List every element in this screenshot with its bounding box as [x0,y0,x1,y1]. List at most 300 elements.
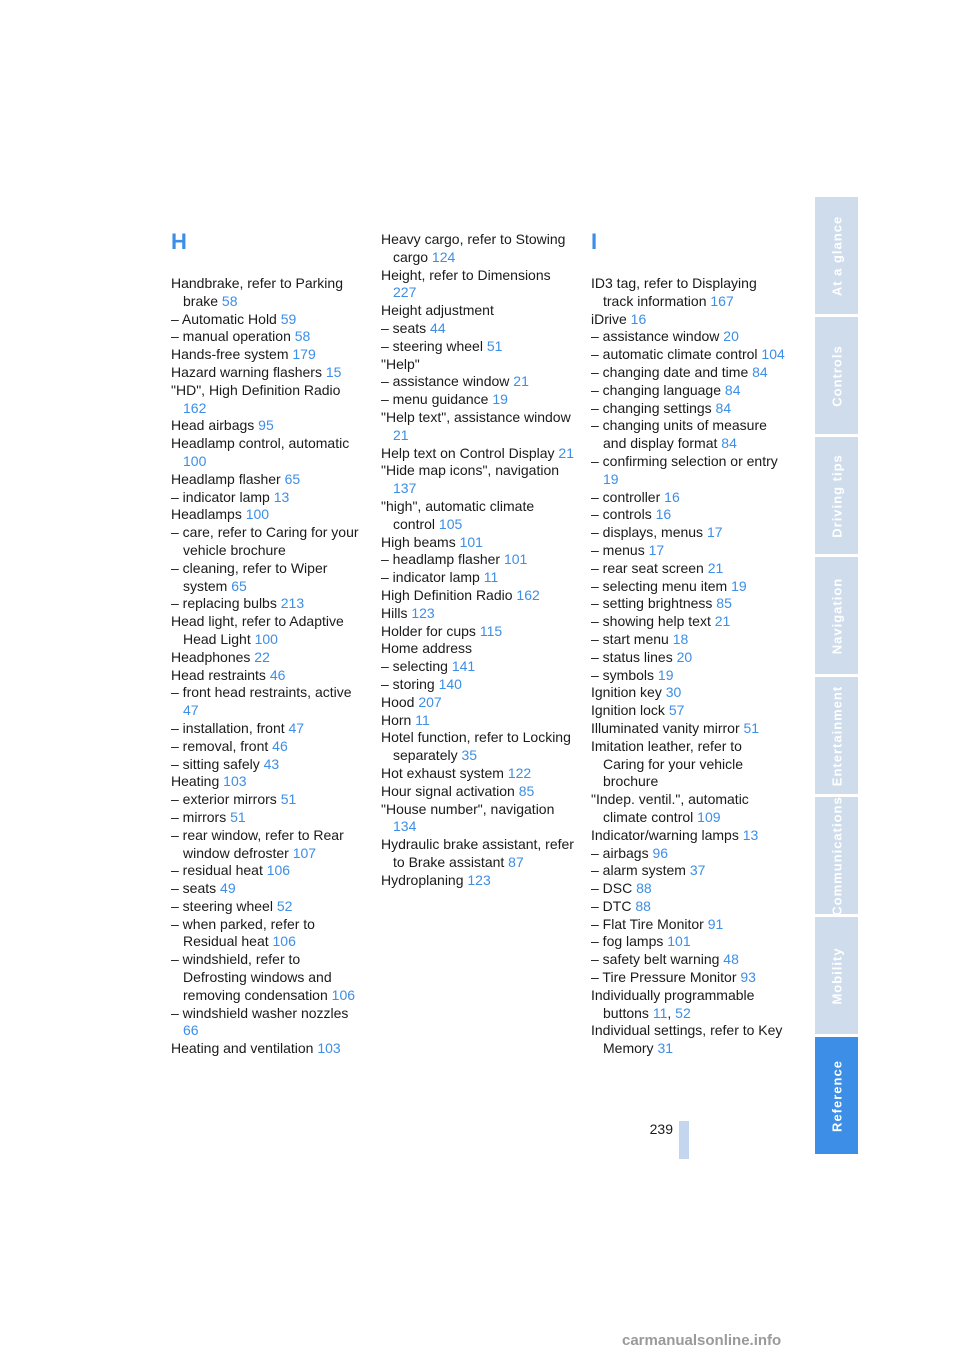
page-reference-link[interactable]: 84 [724,381,741,398]
index-entry [171,773,366,791]
entry-text: Indicator/warning lamps [591,826,739,843]
index-entry [381,551,576,569]
entry-text: – displays, menus [591,524,704,541]
index-entry [591,489,786,507]
entry-text: – menu guidance [381,391,489,408]
entry-text: – changing settings [591,399,712,416]
entry-text: Hood [381,693,415,710]
entry-text: Help text on Control Display [381,444,555,461]
page-reference-link[interactable]: 123 [411,604,435,621]
page-reference-link[interactable]: 106 [272,933,296,950]
index-entry [171,613,366,649]
entry-text: – showing help text [591,613,711,630]
entry-text: – Automatic Hold [171,310,277,327]
page-reference-link[interactable]: 65 [284,470,301,487]
index-entry [171,880,366,898]
page-reference-link[interactable]: 15 [325,363,342,380]
index-column-3 [591,228,786,1058]
index-entry [591,933,786,951]
entry-text: High beams [381,533,456,550]
tab-label: Reference [829,1059,844,1132]
entry-text: Individually programmable buttons [591,986,755,1021]
index-entry [591,453,786,489]
index-entry [591,524,786,542]
index-entry [591,506,786,524]
page-reference-link[interactable]: 49 [220,880,236,897]
entry-text: – mirrors [171,808,227,825]
page-reference-link[interactable]: 95 [258,417,274,434]
section-letter: H [171,229,187,254]
index-entry [591,311,786,329]
page-reference-link[interactable]: 104 [761,346,785,363]
tab-label: Communications [829,795,844,916]
page-reference-link[interactable]: 21 [513,373,529,390]
entry-text: "high", automatic climate control [381,497,535,532]
index-entry [381,783,576,801]
page-reference-link[interactable]: 13 [273,488,290,505]
index-entry [591,1022,786,1058]
tab-driving-tips[interactable] [815,437,858,554]
tab-label: Navigation [829,577,844,654]
index-entry [171,364,366,382]
page-reference-link[interactable]: 227 [393,284,417,301]
index-entry [591,845,786,863]
page-reference-link[interactable]: 19 [603,470,619,487]
entry-text: Ignition lock [591,702,665,719]
entry-text: – DSC [591,880,633,897]
index-entry [381,267,576,303]
page-reference-link[interactable]: 51 [230,808,246,825]
index-entry [591,560,786,578]
entry-text: Horn [381,711,412,728]
index-entry [591,667,786,685]
entry-text: Headlamps [171,506,242,523]
entry-text: Hotel function, refer to Locking separately [381,729,571,764]
page-reference-link[interactable]: 103 [223,773,247,790]
index-entry [591,951,786,969]
index-entry [171,667,366,685]
index-entry [381,409,576,445]
page-reference-link[interactable]: 18 [672,630,689,647]
entry-text: Ignition key [591,684,662,701]
page-reference-link[interactable]: 65 [231,577,247,594]
page-reference-link[interactable]: 43 [263,755,280,772]
page-reference-link[interactable]: 105 [438,515,463,532]
page-reference-link[interactable]: 11 [652,1004,668,1021]
entry-text: Hands-free system [171,346,289,363]
index-entry [381,872,576,890]
entry-text: "House number", navigation [381,800,555,817]
index-entry [381,676,576,694]
index-entry [591,684,786,702]
entry-text: – headlamp flasher [381,551,501,568]
entry-text: Illuminated vanity mirror [591,719,740,736]
entry-list [171,275,366,1058]
page-reference-link[interactable]: 88 [636,880,652,897]
entry-text: Head airbags [171,417,255,434]
page-number: 239 [649,1121,673,1137]
index-entry [381,373,576,391]
page-reference-link[interactable]: 13 [742,826,759,843]
section-letter: I [591,229,598,254]
page-reference-link[interactable]: 58 [221,292,238,309]
entry-text: – assistance window [381,373,510,390]
page-reference-link[interactable]: 100 [254,630,278,647]
page-number-bar [679,1121,689,1159]
index-entry [591,400,786,418]
tab-controls[interactable] [815,317,858,434]
index-entry: Individually programmable buttons 11, 52 [591,986,755,1021]
entry-text: – Flat Tire Monitor [591,915,704,932]
page-reference-link[interactable]: 101 [459,533,483,550]
index-entry [381,640,576,658]
page-reference-link[interactable]: 88 [635,897,651,914]
entry-text: – front head restraints, active [171,684,352,701]
entry-text: Hills [381,604,408,621]
entry-text: – manual operation [171,328,291,345]
entry-text: Heating [171,773,220,790]
index-entry [171,898,366,916]
entry-text: – setting brightness [591,595,713,612]
index-entry [171,382,366,418]
entry-text: – controls [591,506,652,523]
index-entry [591,364,786,382]
index-entry [381,569,576,587]
tab-mobility[interactable] [815,917,858,1034]
index-entry [381,658,576,676]
index-entry [381,445,576,463]
page-reference-link[interactable]: 19 [731,577,747,594]
page-reference-link[interactable]: 17 [706,524,723,541]
page-reference-link[interactable]: 103 [317,1040,341,1057]
entry-text: – replacing bulbs [171,595,277,612]
entry-text: Head restraints [171,666,266,683]
page-reference-link[interactable]: 66 [183,1022,199,1039]
page-reference-link[interactable]: 107 [292,844,317,861]
index-entry [171,738,366,756]
entry-text: – status lines [591,648,673,665]
entry-text: – removal, front [171,737,269,754]
page-reference-link[interactable]: 57 [668,702,685,719]
page-reference-link[interactable]: 52 [276,897,293,914]
page-reference-link[interactable]: 84 [721,435,737,452]
entry-text: "Hide map icons", navigation [381,462,560,479]
tab-label: Entertainment [829,685,844,786]
entry-text: Headphones [171,648,251,665]
page-reference-link[interactable]: 137 [393,480,417,497]
index-entry [591,738,786,791]
page-reference-link[interactable]: 51 [486,337,503,354]
page-reference-link[interactable]: 51 [743,719,760,736]
entry-text: – steering wheel [381,337,483,354]
index-entry [591,578,786,596]
index-entry [171,649,366,667]
page-reference-link[interactable]: 47 [288,719,305,736]
entry-text: Head light, refer to Adaptive Head Light [171,613,344,647]
entry-text: "Help text", assistance window [381,408,571,425]
page-reference-link[interactable]: 106 [266,862,291,879]
page-reference-link[interactable]: 35 [461,747,478,764]
index-entry [171,862,366,880]
entry-text: – Tire Pressure Monitor [591,969,737,986]
index-entry [381,391,576,409]
index-entry [381,729,576,765]
index-entry [591,346,786,364]
page-reference-link[interactable]: 109 [697,808,721,825]
entry-text: Handbrake, refer to Parking brake [171,275,343,309]
page-reference-link[interactable]: 162 [183,399,207,416]
tab-communications[interactable] [815,797,858,914]
index-entry [591,969,786,987]
index-entry [171,916,366,952]
index-entry [171,506,366,524]
page-reference-link[interactable]: 11 [415,711,430,728]
entry-text: – rear window, refer to Rear window defroster [171,826,344,861]
entry-text: Height adjustment [381,302,494,319]
entry-text: – indicator lamp [171,488,270,505]
page-reference-link[interactable]: 11 [483,569,499,586]
index-entry [591,791,786,827]
entry-text: – assistance window [591,328,720,345]
entry-text: Headlamp flasher [171,470,281,487]
page-reference-link[interactable]: 123 [467,871,491,888]
page-reference-link[interactable]: 115 [479,622,503,639]
entry-text: High Definition Radio [381,586,513,603]
tab-at-a-glance[interactable] [815,197,858,314]
index-entry [381,462,576,498]
tab-reference[interactable] [815,1037,858,1154]
tab-label: Mobility [829,946,844,1005]
index-entry [591,542,786,560]
index-entry [171,1040,366,1058]
index-entry [171,435,366,471]
page-reference-link[interactable]: 17 [648,541,665,558]
index-entry [591,328,786,346]
entry-text: – seats [381,319,427,336]
index-entry [381,302,576,320]
entry-text: – start menu [591,630,669,647]
page-reference-link[interactable]: 101 [667,933,691,950]
index-entry [591,702,786,720]
page-reference-link[interactable]: 140 [438,675,462,692]
page-reference-link[interactable]: 207 [418,693,442,710]
index-column-2 [381,231,576,889]
entry-text: "HD", High Definition Radio [171,381,341,398]
entry-text: – controller [591,488,661,505]
page-reference-link[interactable]: 101 [503,551,528,568]
index-entry [591,382,786,400]
index-entry [591,827,786,845]
page-reference-link[interactable]: 134 [393,818,417,835]
page-reference-link[interactable]: 21 [714,613,731,630]
index-entry [171,809,366,827]
index-entry [381,356,576,374]
entry-text: – safety belt warning [591,951,720,968]
page-reference-link[interactable]: 20 [676,648,693,665]
entry-text: Heating and ventilation [171,1040,314,1057]
entry-text: Imitation leather, refer to Caring for your vehicle brochure [591,737,744,790]
page-reference-link[interactable]: 85 [518,782,535,799]
index-entry [171,791,366,809]
entry-text: Hazard warning flashers [171,363,322,380]
page-reference-link[interactable]: 37 [689,862,706,879]
entry-text: – windshield washer nozzles [171,1004,349,1021]
page-reference-link[interactable]: 96 [652,844,669,861]
page-reference-link[interactable]: 84 [752,363,768,380]
entry-text: Home address [381,640,473,657]
index-entry [381,694,576,712]
index-entry [171,720,366,738]
page-reference-link[interactable]: 52 [675,1004,691,1021]
entry-text: – symbols [591,666,655,683]
tab-label: Controls [829,344,844,407]
entry-text: Holder for cups [381,622,476,639]
index-entry [591,631,786,649]
page-reference-link[interactable]: 141 [451,658,476,675]
page-reference-link[interactable]: 20 [723,328,739,345]
entry-text: Hot exhaust system [381,764,504,781]
entry-text: – alarm system [591,862,686,879]
entry-text: – DTC [591,897,632,914]
page-reference-link[interactable]: 31 [657,1040,674,1057]
index-entry [171,417,366,435]
entry-text: – selecting [381,658,448,675]
page-reference-link[interactable]: 51 [280,791,297,808]
entry-text: Individual settings, refer to Key Memory [591,1022,783,1057]
index-entry [381,231,576,267]
page-reference-link[interactable]: 100 [245,506,270,523]
entry-text: Heavy cargo, refer to Stowing cargo [381,231,566,265]
page-reference-link[interactable]: 93 [740,969,756,986]
page-reference-link[interactable]: 19 [492,391,508,408]
index-entry [381,587,576,605]
page-reference-link[interactable]: 84 [715,399,732,416]
index-entry [171,827,366,863]
page-reference-link[interactable]: 47 [183,702,199,719]
index-entry [381,498,576,534]
entry-text: – fog lamps [591,933,664,950]
entry-text: Hydraulic brake assistant, refer to Brake assistant [381,836,574,870]
entry-text: – selecting menu item [591,577,728,594]
page-reference-link[interactable]: 30 [665,684,682,701]
index-entry [591,720,786,738]
index-entry [591,275,786,311]
index-entry [171,346,366,364]
page-reference-link[interactable]: 58 [294,328,311,345]
page-reference-link[interactable]: 16 [630,310,647,327]
index-entry [381,338,576,356]
entry-text: – airbags [591,844,649,861]
page-reference-link[interactable]: 167 [710,292,734,309]
page-reference-link[interactable]: 85 [716,595,732,612]
page-reference-link[interactable]: 21 [707,559,724,576]
index-entry [171,311,366,329]
page-reference-link[interactable]: 124 [431,248,456,265]
entry-text: ID3 tag, refer to Displaying track information [591,275,757,309]
entry-text: – rear seat screen [591,559,704,576]
page-reference-link[interactable]: 91 [707,915,724,932]
index-entry [171,560,366,596]
entry-text: – changing date and time [591,363,749,380]
page-reference-link[interactable]: 179 [292,346,316,363]
page-reference-link[interactable]: 48 [723,951,739,968]
entry-text: – indicator lamp [381,569,480,586]
entry-text: – installation, front [171,719,285,736]
entry-text: Height, refer to Dimensions [381,266,551,283]
index-column-1 [171,228,366,1058]
entry-text: – seats [171,880,217,897]
page-reference-link[interactable]: 16 [664,488,680,505]
index-entry [591,898,786,916]
tab-label: Driving tips [829,453,844,538]
page-reference-link[interactable]: 122 [507,764,532,781]
index-entry [171,684,366,720]
entry-text: – exterior mirrors [171,791,277,808]
entry-text: – storing [381,675,435,692]
entry-list [591,275,786,1058]
page-reference-link[interactable]: 21 [393,426,409,443]
entry-list [381,231,576,889]
entry-text: Headlamp control, automatic [171,435,350,452]
entry-text: – changing units of measure and display format [591,417,767,452]
entry-text: – menus [591,541,645,558]
page-reference-link[interactable]: 16 [655,506,672,523]
page-reference-link[interactable]: 59 [280,310,297,327]
index-entry [381,712,576,730]
index-entry [591,916,786,934]
page-reference-link[interactable]: 22 [254,648,270,665]
entry-text: Hour signal activation [381,782,515,799]
index-entry [381,623,576,641]
tab-navigation[interactable] [815,557,858,674]
page-reference-link[interactable]: 87 [508,853,524,870]
entry-text: – confirming selection or entry [591,452,778,469]
index-entry [591,880,786,898]
index-entry [591,613,786,631]
index-entry [171,595,366,613]
entry-text: "Help" [381,355,420,372]
entry-text: – care, refer to Caring for your vehicle brochure [171,524,359,558]
page-reference-link[interactable]: 106 [331,986,356,1003]
index-entry [171,471,366,489]
entry-text: iDrive [591,310,627,327]
index-entry [591,595,786,613]
tab-entertainment[interactable] [815,677,858,794]
index-entry [591,417,786,453]
page-reference-link[interactable]: 19 [657,666,674,683]
page-reference-link[interactable]: 46 [272,737,288,754]
entry-text: – steering wheel [171,897,273,914]
index-entry [171,524,366,560]
page-reference-link[interactable]: 46 [269,666,286,683]
entry-text: – when parked, refer to Residual heat [171,915,315,950]
index-entry [171,275,366,311]
entry-text: – windshield, refer to Defrosting windows and removing condensation [171,951,332,1003]
index-entry [381,765,576,783]
page-reference-link[interactable]: 21 [558,444,574,461]
index-entry [171,756,366,774]
page-reference-link[interactable]: 44 [430,319,446,336]
index-entry [381,605,576,623]
index-entry [591,649,786,667]
index-entry [171,951,366,1004]
entry-text: – changing language [591,381,722,398]
page-reference-link[interactable]: 162 [516,586,540,603]
index-entry [381,534,576,552]
entry-text: – residual heat [171,862,263,879]
page-reference-link[interactable]: 213 [280,595,305,612]
page-reference-link[interactable]: 100 [183,452,207,469]
